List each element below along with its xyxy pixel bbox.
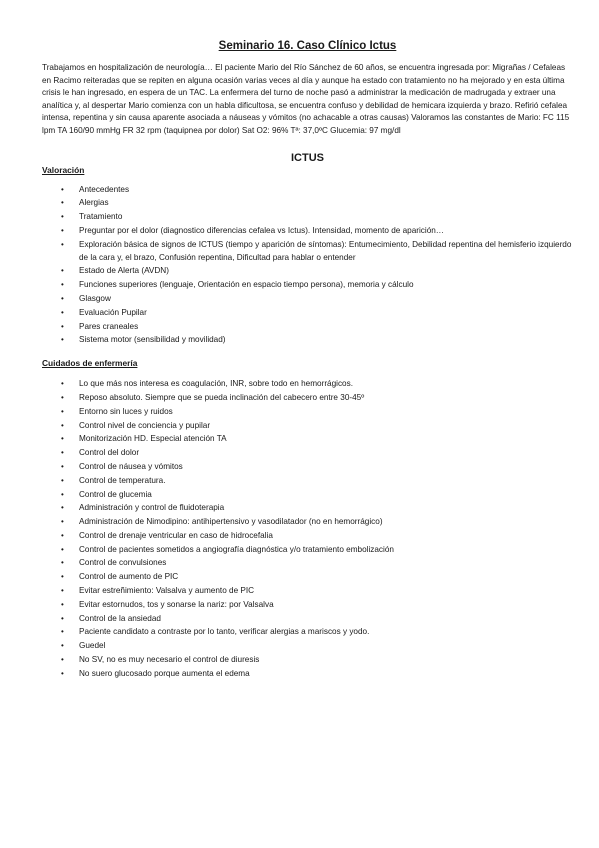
- list-item-text: Funciones superiores (lenguaje, Orientación en espacio tiempo persona), memoria y cálculo: [79, 280, 414, 290]
- list-item: [61, 489, 573, 502]
- bullet-icon: •: [61, 558, 64, 568]
- list-item-text: Paciente candidato a contraste por lo tanto, verificar alergias a mariscos y yodo.: [79, 627, 370, 637]
- list-item-text: Control del dolor: [79, 448, 140, 458]
- bullet-icon: •: [61, 307, 64, 317]
- list-item-text: Evaluación Pupilar: [79, 307, 147, 317]
- list-item-text: Control de aumento de PIC: [79, 572, 179, 582]
- list-item: [61, 447, 573, 460]
- bullet-icon: •: [61, 335, 64, 345]
- list-item: [61, 571, 573, 584]
- bullet-icon: •: [61, 420, 64, 430]
- list-item-text: Alergias: [79, 198, 109, 208]
- bullet-icon: •: [61, 392, 64, 402]
- list-item: [61, 378, 573, 391]
- bullet-icon: •: [61, 406, 64, 416]
- list-item-text: Antecedentes: [79, 184, 130, 194]
- bullet-icon: •: [61, 293, 64, 303]
- bullet-icon: •: [61, 379, 64, 389]
- list-item: [61, 420, 573, 433]
- list-item-text: No suero glucosado porque aumenta el edema: [79, 668, 250, 678]
- list-item-text: Control de convulsiones: [79, 558, 167, 568]
- bullet-icon: •: [61, 668, 64, 678]
- list-item: [61, 279, 573, 292]
- list-item: [61, 654, 573, 667]
- list-item-text: Evitar estornudos, tos y sonarse la nariz: por Valsalva: [79, 599, 274, 609]
- list-item: [61, 475, 573, 488]
- list-item: [61, 544, 573, 557]
- cuidados-list: [42, 378, 573, 681]
- list-item: [61, 293, 573, 306]
- bullet-icon: •: [61, 641, 64, 651]
- list-item-text: Reposo absoluto. Siempre que se pueda inclinación del cabecero entre 30-45º: [79, 392, 365, 402]
- list-item: [61, 585, 573, 598]
- bullet-icon: •: [61, 448, 64, 458]
- list-item-text: Monitorización HD. Especial atención TA: [79, 434, 227, 444]
- bullet-icon: •: [61, 517, 64, 527]
- bullet-icon: •: [61, 599, 64, 609]
- list-item-text: Lo que más nos interesa es coagulación, INR, sobre todo en hemorrágicos.: [79, 379, 353, 389]
- valoracion-heading: Valoración: [42, 164, 85, 175]
- list-item: [61, 392, 573, 405]
- list-item: [61, 640, 573, 653]
- list-item-text: Entorno sin luces y ruidos: [79, 406, 173, 416]
- bullet-icon: •: [61, 239, 64, 249]
- list-item: [61, 239, 573, 265]
- section-spacer: [42, 348, 573, 358]
- list-item: [61, 307, 573, 320]
- list-item: [61, 613, 573, 626]
- list-item: [61, 516, 573, 529]
- cuidados-heading: Cuidados de enfermería: [42, 358, 138, 369]
- list-item: [61, 599, 573, 612]
- list-item: [61, 557, 573, 570]
- bullet-icon: •: [61, 572, 64, 582]
- list-item: [61, 184, 573, 197]
- list-item-text: Evitar estreñimiento: Valsalva y aumento de PIC: [79, 586, 255, 596]
- list-item-text: Control nivel de conciencia y pupilar: [79, 420, 211, 430]
- list-item: [61, 461, 573, 474]
- bullet-icon: •: [61, 544, 64, 554]
- list-item: [61, 433, 573, 446]
- bullet-icon: •: [61, 530, 64, 540]
- list-item-text: Control de drenaje ventricular en caso de hidrocefalia: [79, 530, 273, 540]
- list-item: [61, 321, 573, 334]
- list-item-text: Control de náusea y vómitos: [79, 461, 183, 471]
- list-item-text: Administración y control de fluidoterapia: [79, 503, 225, 513]
- bullet-icon: •: [61, 225, 64, 235]
- bullet-icon: •: [61, 280, 64, 290]
- bullet-icon: •: [61, 434, 64, 444]
- list-item-text: No SV, no es muy necesario el control de diuresis: [79, 655, 260, 665]
- list-item: [61, 265, 573, 278]
- bullet-icon: •: [61, 266, 64, 276]
- valoracion-list: [42, 184, 573, 348]
- list-item: [61, 530, 573, 543]
- list-item: [61, 626, 573, 639]
- bullet-icon: •: [61, 613, 64, 623]
- list-item-text: Control de glucemia: [79, 489, 152, 499]
- bullet-icon: •: [61, 212, 64, 222]
- list-item-text: Tratamiento: [79, 212, 123, 222]
- list-item: [61, 502, 573, 515]
- bullet-icon: •: [61, 655, 64, 665]
- bullet-icon: •: [61, 461, 64, 471]
- list-item-text: Estado de Alerta (AVDN): [79, 266, 169, 276]
- list-item-text: Guedel: [79, 641, 106, 651]
- document-title: Seminario 16. Caso Clínico Ictus: [218, 40, 397, 52]
- case-intro-paragraph: Trabajamos en hospitalización de neurología… El paciente Mario del Río Sánchez de 60 años, se encuentra ingresada por: Migrañas / Cefaleas en Racimo reiteradas que se repiten en alguna ocasión varias veces al día y aunque ha estado con tratamiento no ha mejorado y en esta última crisis le han ingresado, en espera de un TAC. La enfermera del turno de noche pasó a administrar la medicación de madrugada y extraer una analítica y, al despertar Mario comienza con un habla dificultosa, se encuentra confuso y debilidad de hemicara izquierda y brazo. Refirió cefalea intensa, repentina y sin causa aparente asociada a náuseas y vómitos (no achacable a otras causas) Valoramos las constantes de Mario: FC 115 lpm TA 160/90 mmHg FR 32 rpm (taquipnea por dolor) Sat O2: 96% Tª: 37,0ºC Glucemia: 97 mg/dl: [42, 63, 570, 135]
- list-item-text: Control de temperatura.: [79, 475, 166, 485]
- bullet-icon: •: [61, 503, 64, 513]
- bullet-icon: •: [61, 627, 64, 637]
- bullet-icon: •: [61, 184, 64, 194]
- bullet-icon: •: [61, 475, 64, 485]
- list-item: [61, 225, 573, 238]
- list-item: [61, 668, 573, 681]
- list-item-text: Control de la ansiedad: [79, 613, 161, 623]
- list-item: [61, 211, 573, 224]
- bullet-icon: •: [61, 321, 64, 331]
- list-item-text: Control de pacientes sometidos a angiografía diagnóstica y/o tratamiento embolización: [79, 544, 394, 554]
- list-item-text: Glasgow: [79, 293, 111, 303]
- bullet-icon: •: [61, 489, 64, 499]
- bullet-icon: •: [61, 198, 64, 208]
- list-item: [61, 406, 573, 419]
- list-item-text: Administración de Nimodipino: antihipertensivo y vasodilatador (no en hemorrágico): [79, 517, 383, 527]
- list-item: [61, 197, 573, 210]
- list-item-text: Preguntar por el dolor (diagnostico diferencias cefalea vs Ictus). Intensidad, momento de aparición…: [79, 225, 444, 235]
- section-title-ictus: ICTUS: [291, 151, 324, 164]
- list-item-text: Pares craneales: [79, 321, 139, 331]
- list-item: [61, 334, 573, 347]
- list-item-text: Sistema motor (sensibilidad y movilidad): [79, 335, 226, 345]
- bullet-icon: •: [61, 586, 64, 596]
- list-item-text: Exploración básica de signos de ICTUS (tiempo y aparición de síntomas): Entumecimiento, Debilidad repentina del hemisferio izquierdo de la cara y, el brazo, Confusión repentina, Dificultad para hablar o entender: [79, 239, 572, 262]
